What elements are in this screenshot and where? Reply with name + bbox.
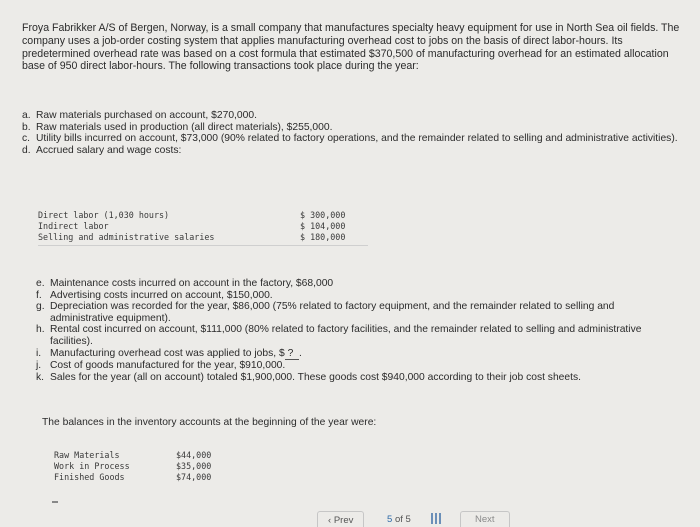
pagination-bar bbox=[0, 511, 700, 526]
transaction-b bbox=[22, 122, 692, 134]
item-letter: g. bbox=[36, 301, 45, 313]
transactions-list-e bbox=[36, 278, 676, 383]
table-row bbox=[38, 210, 368, 221]
row-label: Work in Process bbox=[54, 461, 130, 471]
inventory-balances-table bbox=[54, 450, 234, 483]
row-amount: $ 104,000 bbox=[300, 221, 346, 231]
page-of: of bbox=[394, 514, 403, 525]
page-indicator bbox=[387, 514, 411, 525]
grid-icon[interactable] bbox=[431, 513, 442, 524]
item-letter: a. bbox=[22, 110, 31, 121]
item-text: Raw materials purchased on account, $270,000. bbox=[36, 110, 257, 121]
problem-intro: Froya Fabrikker A/S of Bergen, Norway, is a small company that manufactures specialty heavy equipment for use in North Sea oil fields. The company uses a job-order costing system that applies manufacturing overhead cost to jobs on the basis of direct labor-hours. Its predetermined overhead rate was based on a cost formula that estimated $370,500 of manufacturing overhead for an estimated allocation base of 950 direct labor-hours. The following transactions took place during the year: bbox=[22, 22, 680, 73]
table-row bbox=[38, 232, 368, 243]
row-amount: $35,000 bbox=[176, 461, 212, 471]
transaction-i bbox=[36, 348, 676, 361]
balances-intro: The balances in the inventory accounts at the beginning of the year were: bbox=[42, 417, 377, 428]
item-letter: f. bbox=[36, 289, 42, 301]
row-amount: $44,000 bbox=[176, 450, 212, 460]
transactions-list-a bbox=[22, 110, 692, 156]
transaction-j bbox=[36, 360, 676, 372]
item-text: Maintenance costs incurred on account in the factory, $68,000 bbox=[50, 278, 334, 289]
item-text: Sales for the year (all on account) totaled $1,900,000. These goods cost $940,000 according to their job cost sheets. bbox=[50, 371, 582, 383]
item-text: Utility bills incurred on account, $73,000 (90% related to factory operations, and the remainder related to selling and administrative activities). bbox=[36, 133, 678, 145]
row-amount: $ 180,000 bbox=[300, 232, 346, 242]
item-text: Raw materials used in production (all direct materials), $255,000. bbox=[36, 121, 333, 133]
item-letter: c. bbox=[22, 133, 31, 145]
row-label: Selling and administrative salaries bbox=[38, 232, 215, 242]
next-label: Next bbox=[475, 514, 495, 525]
row-label: Indirect labor bbox=[38, 221, 109, 231]
table-row bbox=[54, 472, 234, 483]
transaction-a bbox=[22, 110, 692, 122]
table-row bbox=[38, 221, 368, 232]
item-text: Advertising costs incurred on account, $150,000. bbox=[50, 289, 273, 301]
page-total: 5 bbox=[405, 514, 411, 525]
transaction-k bbox=[36, 372, 676, 384]
item-text-after: . bbox=[299, 347, 302, 359]
answer-blank-value: ? bbox=[287, 347, 294, 359]
item-text-before: Manufacturing overhead cost was applied to jobs, $ bbox=[50, 347, 285, 359]
item-letter: j. bbox=[36, 360, 42, 372]
row-label: Direct labor (1,030 hours) bbox=[38, 210, 170, 220]
item-text: Accrued salary and wage costs: bbox=[36, 144, 182, 156]
transaction-c bbox=[22, 133, 692, 145]
item-text: Rental cost incurred on account, $111,000 (80% related to factory facilities, and the remainder related to selling and administrative facilities). bbox=[50, 324, 642, 347]
divider-mark bbox=[52, 501, 58, 503]
chevron-left-icon: ‹ bbox=[328, 515, 332, 526]
transaction-f bbox=[36, 290, 676, 302]
prev-label: Prev bbox=[333, 515, 354, 526]
page-current: 5 bbox=[387, 514, 393, 525]
wage-costs-table bbox=[38, 210, 368, 246]
item-text: Depreciation was recorded for the year, $86,000 (75% related to factory equipment, and the remainder related to selling and administrative equipment). bbox=[50, 301, 615, 324]
next-button[interactable] bbox=[460, 511, 510, 527]
table-row bbox=[54, 450, 234, 461]
prev-button[interactable] bbox=[317, 511, 364, 527]
item-letter: e. bbox=[36, 278, 45, 289]
transaction-h bbox=[36, 324, 676, 347]
item-letter: b. bbox=[22, 121, 31, 133]
transaction-e bbox=[36, 278, 676, 290]
transaction-g bbox=[36, 301, 676, 324]
row-label: Raw Materials bbox=[54, 450, 120, 460]
row-amount: $ 300,000 bbox=[300, 210, 346, 220]
table-row bbox=[54, 461, 234, 472]
row-label: Finished Goods bbox=[54, 472, 125, 482]
item-letter: h. bbox=[36, 324, 45, 336]
item-letter: k. bbox=[36, 371, 45, 383]
item-text bbox=[50, 348, 676, 361]
answer-blank bbox=[285, 348, 299, 361]
item-letter: d. bbox=[22, 144, 31, 156]
row-amount: $74,000 bbox=[176, 472, 212, 482]
item-text: Cost of goods manufactured for the year, $910,000. bbox=[50, 360, 286, 372]
transaction-d bbox=[22, 145, 692, 157]
item-letter: i. bbox=[36, 347, 42, 359]
